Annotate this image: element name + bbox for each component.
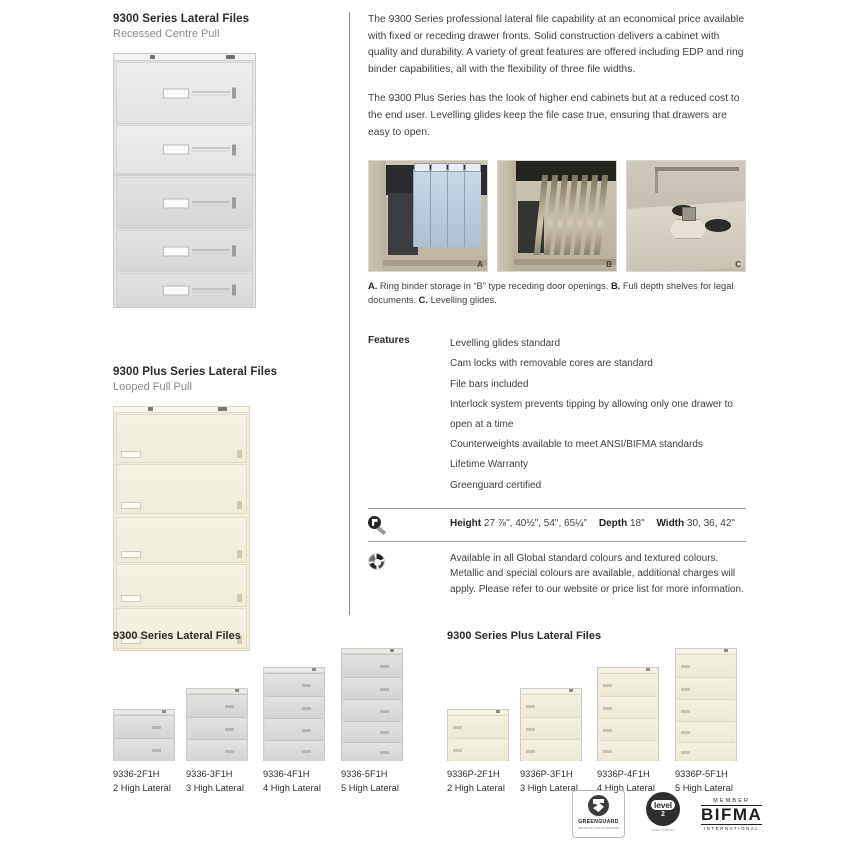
label-holder — [163, 88, 189, 98]
label-holder — [121, 502, 141, 509]
feature-item: Cam locks with removable cores are standard — [450, 358, 653, 370]
caption-key-c: C. — [418, 294, 428, 305]
product-desc: 5 High Lateral — [341, 783, 399, 793]
label-holder — [163, 246, 189, 256]
product-thumb-4-high — [263, 667, 325, 761]
caption-text-a: Ring binder storage in “B” type receding door openings. — [379, 281, 609, 292]
cabinet-body — [520, 688, 582, 761]
pull-handle — [225, 750, 234, 753]
pull-handle — [681, 751, 690, 754]
label-holder — [163, 198, 189, 208]
colour-icon-cell — [368, 551, 450, 570]
looped-full-pull — [237, 594, 242, 602]
dimensions-row — [368, 509, 746, 541]
lock-icon — [162, 710, 166, 713]
lock-icon — [312, 668, 316, 671]
drawer — [116, 517, 247, 563]
pull-handle — [681, 688, 690, 691]
feature-item: File bars included — [450, 378, 529, 390]
drawer — [188, 739, 246, 761]
greenguard-subtext: INDOOR AIR QUALITY CERTIFIED — [577, 827, 620, 830]
product-labels — [113, 767, 413, 797]
section-subtitle: Recessed Centre Pull — [113, 28, 220, 40]
lock-icon — [390, 649, 394, 652]
cabinet-body — [447, 709, 509, 761]
levelling-glide — [682, 207, 696, 221]
lock-icon — [569, 689, 573, 692]
recessed-centre-pull — [163, 285, 236, 296]
colours-text: Available in all Global standard colours and textured colours. Metallic and special colours are available, additional charges will apply. Please refer to our website or price list for more information. — [450, 552, 744, 595]
drawer — [116, 125, 253, 174]
drawer — [116, 62, 253, 124]
level-logo — [643, 792, 683, 836]
height-label: Height — [450, 517, 482, 529]
caption-text-b: Full depth shelves for legal documents. — [368, 281, 734, 305]
label-holder — [121, 595, 141, 602]
level-badge-icon — [646, 792, 680, 826]
drawer — [449, 738, 507, 761]
product-label — [186, 767, 244, 795]
cabinet-seam — [114, 174, 255, 176]
drawer-base — [383, 260, 487, 266]
drawer — [343, 654, 401, 677]
pull-handle — [526, 750, 535, 753]
product-thumb-2-high — [447, 709, 509, 761]
grey-cabinet-illustration — [113, 53, 338, 308]
width-label: Width — [656, 517, 685, 529]
right-column — [368, 12, 746, 598]
product-desc: 5 High Lateral — [675, 783, 733, 793]
product-code: 9336-4F1H — [263, 769, 310, 779]
product-code: 9336P-4F1H — [597, 769, 650, 779]
product-thumb-2-high — [113, 709, 175, 761]
cabinet-grey — [113, 53, 256, 308]
product-code: 9336P-3F1H — [520, 769, 573, 779]
looped-full-pull — [237, 550, 242, 558]
pull-tab — [232, 144, 236, 155]
product-thumb-3-high — [520, 688, 582, 761]
looped-full-pull — [237, 501, 242, 509]
product-desc: 2 High Lateral — [113, 783, 171, 793]
section-heading-9300-series — [113, 13, 338, 40]
pull-handle — [380, 710, 389, 713]
features-label: Features — [368, 335, 410, 347]
drawer — [265, 740, 323, 761]
product-thumb-3-high — [186, 688, 248, 761]
pull-handle — [453, 726, 462, 729]
certification-logos — [572, 790, 762, 838]
product-code: 9336-2F1H — [113, 769, 160, 779]
caption-key-b: B. — [610, 281, 621, 292]
feature-item: Greenguard certified — [450, 479, 542, 491]
product-code: 9336-3F1H — [186, 769, 233, 779]
photo-full-depth-shelves — [497, 160, 617, 272]
ring-binder — [447, 169, 464, 247]
drawer — [522, 717, 580, 739]
product-group-9300-plus-series — [447, 630, 747, 797]
pull-bar — [192, 249, 230, 253]
group-title: 9300 Series Lateral Files — [113, 630, 241, 642]
cabinet-body — [186, 688, 248, 761]
feature-item: Interlock system prevents tipping by allowing only one drawer to open at a time — [450, 398, 733, 430]
label-holder — [121, 451, 141, 458]
level-number: 2 — [661, 811, 665, 818]
cabinet-body — [263, 667, 325, 761]
glide-foot — [669, 219, 707, 239]
feature-item: Counterweights available to meet ANSI/BIFMA standards — [450, 439, 703, 451]
pull-handle — [225, 728, 234, 731]
lock-icon — [724, 649, 728, 652]
label-holder — [163, 285, 189, 295]
drawer — [599, 696, 657, 718]
pull-handle — [603, 707, 612, 710]
cabinet-body — [113, 709, 175, 761]
pull-handle — [225, 705, 234, 708]
section-title: 9300 Plus Series Lateral Files — [113, 366, 278, 378]
drawer — [116, 564, 247, 607]
drawer — [115, 715, 173, 738]
drawer — [265, 673, 323, 696]
drawer — [343, 677, 401, 699]
spec-icon-cell — [368, 515, 450, 534]
lock-icon — [150, 55, 155, 59]
pull-tab — [232, 285, 236, 296]
dimensions-text — [450, 515, 746, 529]
key-stem — [377, 526, 386, 534]
level-subtext: certified to BIFMA — [651, 828, 675, 832]
product-label — [113, 767, 171, 795]
pull-handle — [380, 665, 389, 668]
cabinet-body — [341, 648, 403, 761]
pull-handle — [681, 731, 690, 734]
drawer — [522, 739, 580, 761]
pull-bar — [192, 201, 230, 205]
lock-icon — [148, 407, 153, 411]
product-row — [113, 646, 413, 761]
depth-value: 18" — [629, 517, 645, 529]
drawer — [677, 742, 735, 761]
pull-handle — [526, 728, 535, 731]
drawer — [677, 699, 735, 721]
ring-binder — [430, 169, 447, 247]
ring-binder — [413, 169, 430, 247]
drawer — [599, 740, 657, 761]
section-heading-9300-plus-series — [113, 366, 338, 393]
drawer — [265, 696, 323, 718]
product-label — [520, 767, 578, 795]
product-thumb-5-high — [341, 648, 403, 761]
drawer — [115, 738, 173, 761]
product-code: 9336-5F1H — [341, 769, 388, 779]
product-group-9300-series — [113, 630, 413, 797]
drawer — [677, 721, 735, 742]
pull-handle — [380, 688, 389, 691]
features-list — [450, 334, 746, 496]
product-desc: 3 High Lateral — [186, 783, 244, 793]
lock-icon — [646, 668, 650, 671]
height-value: 27 ⅞", 40½", 54", 65¼" — [483, 517, 588, 529]
cabinet-cream — [113, 406, 250, 651]
product-label — [341, 767, 399, 795]
product-label — [447, 767, 505, 795]
pull-handle — [302, 684, 311, 687]
drawer-base — [514, 259, 616, 265]
cabinet-body — [597, 667, 659, 761]
lock-icon — [235, 689, 239, 692]
drawer — [188, 694, 246, 717]
section-subtitle: Looped Full Pull — [113, 381, 192, 393]
section-title: 9300 Series Lateral Files — [113, 13, 250, 25]
key-icon — [368, 516, 386, 534]
photo-levelling-glides — [626, 160, 746, 272]
pull-handle — [302, 729, 311, 732]
pull-handle — [152, 726, 161, 729]
cabinet-top-cap — [114, 407, 249, 413]
drawer — [677, 677, 735, 699]
features-section — [368, 334, 746, 496]
photo-letter: B — [606, 260, 612, 270]
product-label — [263, 767, 321, 795]
drawer — [116, 273, 253, 307]
drawer — [116, 177, 253, 229]
feature-item: Lifetime Warranty — [450, 459, 528, 471]
photo-ring-binder-storage — [368, 160, 488, 272]
drawer — [265, 718, 323, 740]
drawer — [522, 694, 580, 717]
drawer — [343, 699, 401, 721]
intro-paragraph-1: The 9300 Series professional lateral file capability at an economical price available with fixed or receding drawer fronts. Solid construction delivers a cabinet with quality and durability. A variety of great features are offered including EDP and ring binder capabilities, all with the flexibility of three file widths. — [368, 14, 745, 75]
recessed-centre-pull — [163, 198, 236, 209]
photo-letter: A — [477, 260, 483, 270]
product-thumb-4-high — [597, 667, 659, 761]
cabinet-side — [498, 161, 516, 271]
product-desc: 2 High Lateral — [447, 783, 505, 793]
latch-icon — [226, 55, 235, 59]
pull-handle — [302, 707, 311, 710]
left-column — [113, 13, 338, 651]
width-value: 30, 36, 42" — [686, 517, 735, 529]
drawer — [116, 414, 247, 463]
cabinet-edge — [655, 171, 658, 193]
pull-tab — [232, 88, 236, 99]
product-code: 9336P-5F1H — [675, 769, 728, 779]
pull-handle — [681, 710, 690, 713]
greenguard-mark-icon — [588, 795, 609, 816]
cabinet-edge — [655, 167, 739, 171]
photo-letter: C — [735, 260, 741, 270]
pull-handle — [302, 750, 311, 753]
cabinet-side — [369, 161, 386, 271]
product-code: 9336P-2F1H — [447, 769, 500, 779]
recessed-centre-pull — [163, 246, 236, 257]
pull-handle — [603, 750, 612, 753]
depth-label: Depth — [598, 517, 628, 529]
pull-handle — [603, 729, 612, 732]
cream-cabinet-illustration — [113, 406, 338, 651]
drawer — [343, 721, 401, 742]
drawer — [116, 464, 247, 514]
pull-handle — [380, 731, 389, 734]
greenguard-logo — [572, 790, 625, 838]
bifma-member: MEMBER — [713, 797, 751, 804]
lock-icon — [496, 710, 500, 713]
drawer — [343, 742, 401, 761]
drawer — [599, 718, 657, 740]
label-holder — [163, 145, 189, 155]
caption-key-a: A. — [368, 281, 378, 292]
recessed-centre-pull — [163, 144, 236, 155]
latch-icon — [218, 407, 227, 411]
product-desc: 3 High Lateral — [520, 783, 578, 793]
product-desc: 4 High Lateral — [597, 783, 655, 793]
pull-tab — [232, 198, 236, 209]
photo-caption — [368, 280, 746, 307]
pull-bar — [192, 148, 230, 152]
bifma-name: BIFMA — [701, 804, 763, 824]
greenguard-name: GREENGUARD — [578, 819, 619, 825]
pull-handle — [681, 665, 690, 668]
pull-handle — [380, 751, 389, 754]
product-row — [447, 646, 747, 761]
level-word: level — [651, 800, 675, 810]
recessed-centre-pull — [163, 88, 236, 99]
bifma-logo — [701, 798, 762, 831]
drawer — [188, 717, 246, 739]
cabinet-body — [675, 648, 737, 761]
pull-handle — [526, 705, 535, 708]
pull-bar — [192, 91, 230, 95]
drawer — [677, 654, 735, 677]
product-thumb-5-high — [675, 648, 737, 761]
feature-item: Levelling glides standard — [450, 338, 561, 350]
colour-wheel-icon — [368, 553, 385, 570]
bifma-international: INTERNATIONAL — [703, 825, 760, 831]
group-title: 9300 Series Plus Lateral Files — [447, 630, 602, 642]
column-divider — [349, 12, 350, 615]
colours-row — [368, 542, 746, 598]
looped-full-pull — [237, 450, 242, 458]
label-holder — [121, 551, 141, 558]
product-desc: 4 High Lateral — [263, 783, 321, 793]
caption-text-c: Levelling glides. — [430, 294, 497, 305]
pull-tab — [232, 246, 236, 257]
feature-photo-strip — [368, 160, 746, 272]
pull-handle — [152, 749, 161, 752]
pull-handle — [603, 684, 612, 687]
pull-bar — [192, 288, 230, 292]
pull-handle — [453, 749, 462, 752]
drawer — [116, 230, 253, 272]
ring-binder — [464, 169, 481, 247]
drawer — [599, 673, 657, 696]
intro-paragraph-2: The 9300 Plus Series has the look of higher end cabinets but at a reduced cost to the end user. Levelling glides keep the file case true, ensuring that drawers are easy to open. — [368, 93, 740, 138]
drawer — [449, 715, 507, 738]
